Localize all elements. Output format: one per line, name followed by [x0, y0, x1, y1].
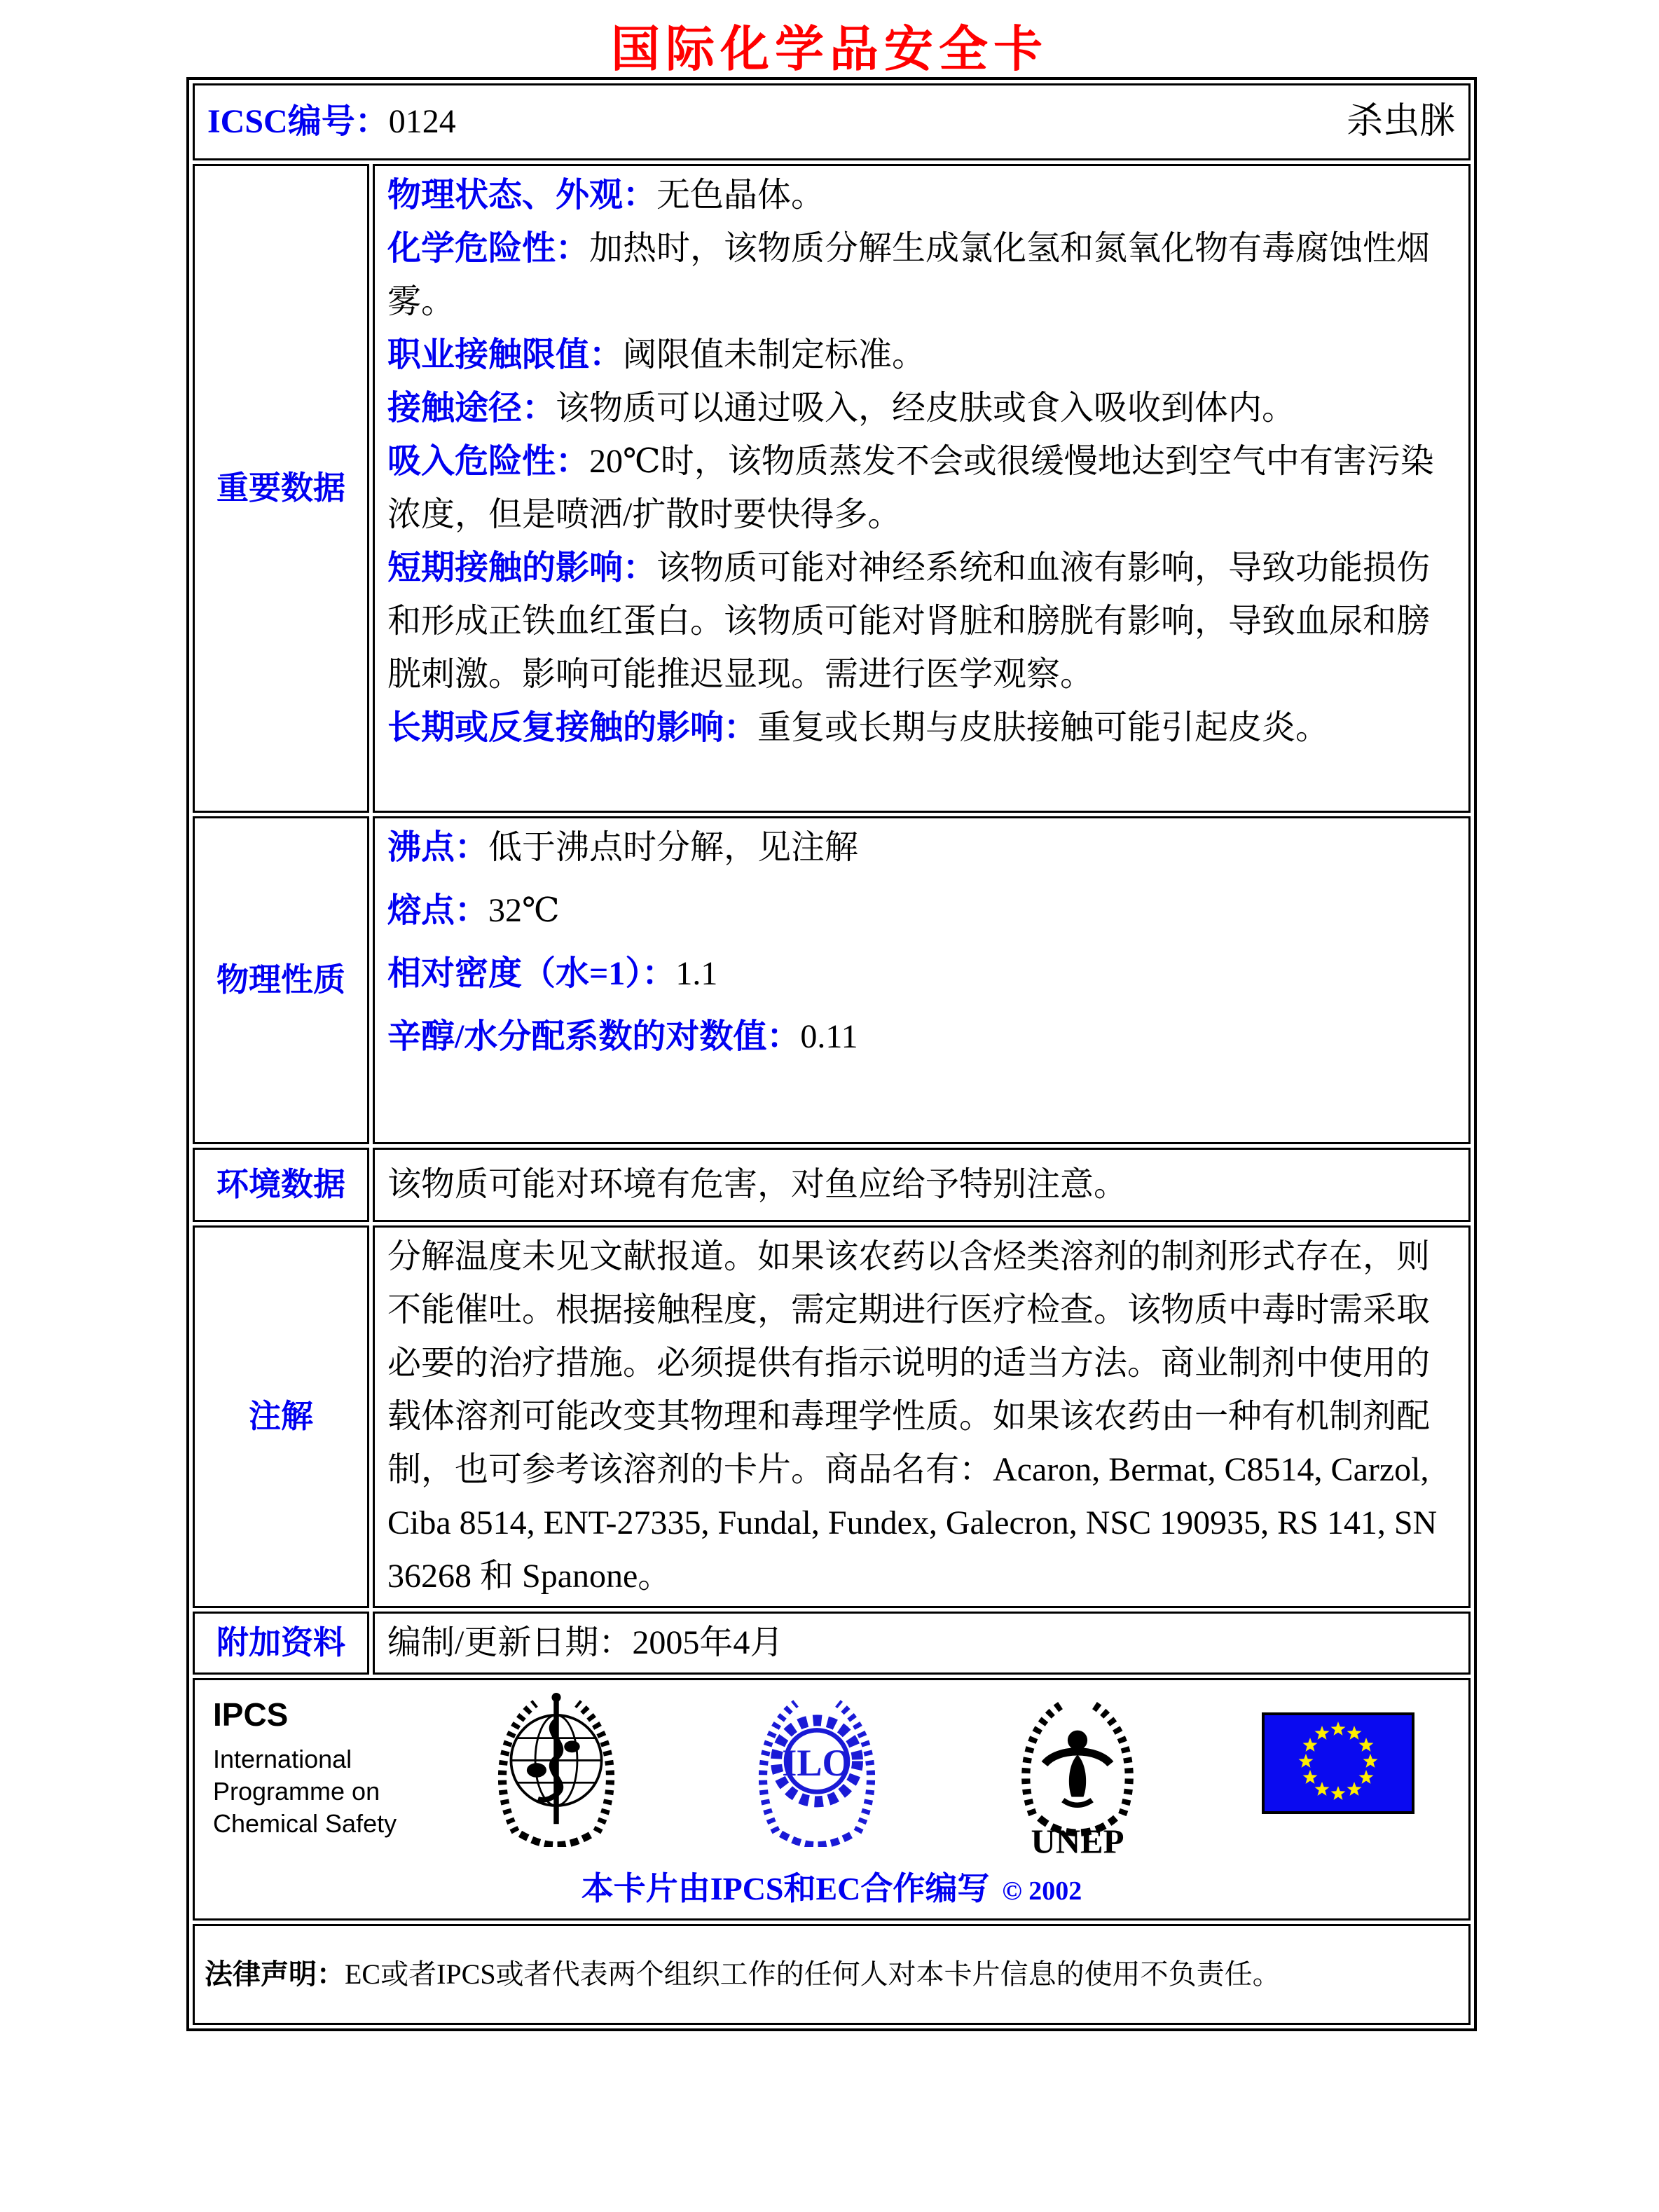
icsc-number-label: ICSC编号： — [207, 103, 389, 140]
who-logo-slot — [426, 1693, 687, 1847]
important-item: 短期接触的影响：该物质可能对神经系统和血液有影响，导致功能损伤和形成正铁血红蛋白。该物质可能对肾脏和膀胱有影响，导致血尿和膀胱刺激。影响可能推迟显现。需进行医学观察。 — [387, 549, 1431, 693]
ipcs-line: International — [213, 1745, 352, 1773]
logos-row — [193, 1678, 1471, 1921]
important-data-content — [373, 164, 1471, 813]
physical-item: 熔点：32℃ — [387, 892, 560, 929]
page-title: 国际化学品安全卡 — [611, 23, 1048, 77]
icsc-number — [207, 95, 456, 149]
physical-item: 沸点：低于沸点时分解，见注解 — [387, 829, 859, 866]
unep-logo-slot — [947, 1693, 1208, 1857]
header-cell — [193, 83, 1471, 160]
credit-line — [195, 1869, 1468, 1911]
ilo-logo-slot — [687, 1693, 947, 1847]
notes-content: 分解温度未见文献报道。如果该农药以含烃类溶剂的制剂形式存在，则不能催吐。根据接触程度，需定期进行医疗检查。该物质中毒时需采取必要的治疗措施。必须提供有指示说明的适当方法。商业制剂中使用的载体溶剂可能改变其物理和毒理学性质。如果该农药由一种有机制剂配制，也可参考该溶剂的卡片。商品名有：Acaron, Bermat, C8514, Carzol, Ciba 8514, ENT-27335, Fundal, Fundex, Galecron, NSC 190935, RS 141, SN 36268 和 Spanone。 — [373, 1225, 1471, 1608]
section-label-physical: 物理性质 — [193, 816, 369, 1144]
ilo-label: ILO — [782, 1741, 852, 1784]
important-data-row — [193, 164, 1471, 813]
physical-properties-row — [193, 816, 1471, 1144]
header-row — [193, 83, 1471, 160]
legal-text: EC或者IPCS或者代表两个组织工作的任何人对本卡片信息的使用不负责任。 — [345, 1958, 1281, 1990]
important-item: 物理状态、外观：无色晶体。 — [387, 177, 825, 214]
credit-text: 本卡片由IPCS和EC合作编写 — [581, 1871, 990, 1907]
important-item: 长期或反复接触的影响：重复或长期与皮肤接触可能引起皮炎。 — [387, 709, 1330, 746]
eu-flag-icon — [1262, 1712, 1414, 1814]
unep-icon — [1007, 1693, 1148, 1857]
important-item: 职业接触限值：阈限值未制定标准。 — [387, 336, 926, 373]
physical-properties-content — [373, 816, 1471, 1144]
legal-cell — [193, 1924, 1471, 2025]
icsc-number-value: 0124 — [388, 103, 456, 140]
who-icon — [490, 1693, 623, 1847]
chemical-name: 杀虫脒 — [1346, 102, 1456, 142]
ilo-icon — [750, 1693, 883, 1847]
important-item: 接触途径：该物质可以通过吸入，经皮肤或食入吸收到体内。 — [387, 390, 1296, 427]
section-label-notes: 注解 — [193, 1225, 369, 1608]
additional-info-content: 编制/更新日期：2005年4月 — [373, 1612, 1471, 1675]
legal-row — [193, 1924, 1471, 2025]
ipcs-line: Chemical Safety — [213, 1809, 397, 1838]
ipcs-text-block — [195, 1693, 426, 1840]
section-label-important-data: 重要数据 — [193, 164, 369, 813]
safety-card-table — [186, 77, 1477, 2031]
logos-cell — [193, 1678, 1471, 1921]
physical-item: 辛醇/水分配系数的对数值：0.11 — [387, 1018, 858, 1055]
ipcs-title: IPCS — [213, 1696, 289, 1733]
ipcs-line: Programme on — [213, 1777, 380, 1806]
additional-info-row — [193, 1612, 1471, 1675]
eu-flag-slot — [1208, 1693, 1468, 1814]
legal-label: 法律声明： — [205, 1958, 345, 1990]
unep-label: UNEP — [1031, 1822, 1124, 1857]
copyright: © 2002 — [1002, 1876, 1082, 1906]
physical-item: 相对密度（水=1）：1.1 — [387, 955, 718, 992]
section-label-additional: 附加资料 — [193, 1612, 369, 1675]
important-item: 化学危险性：加热时，该物质分解生成氯化氢和氮氧化物有毒腐蚀性烟雾。 — [387, 230, 1431, 320]
environmental-data-content: 该物质可能对环境有危害，对鱼应给予特别注意。 — [373, 1148, 1471, 1222]
notes-row — [193, 1225, 1471, 1608]
important-item: 吸入危险性：20℃时，该物质蒸发不会或很缓慢地达到空气中有害污染浓度，但是喷洒/扩散时要快得多。 — [387, 443, 1434, 533]
section-label-environment: 环境数据 — [193, 1148, 369, 1222]
environmental-data-row — [193, 1148, 1471, 1222]
